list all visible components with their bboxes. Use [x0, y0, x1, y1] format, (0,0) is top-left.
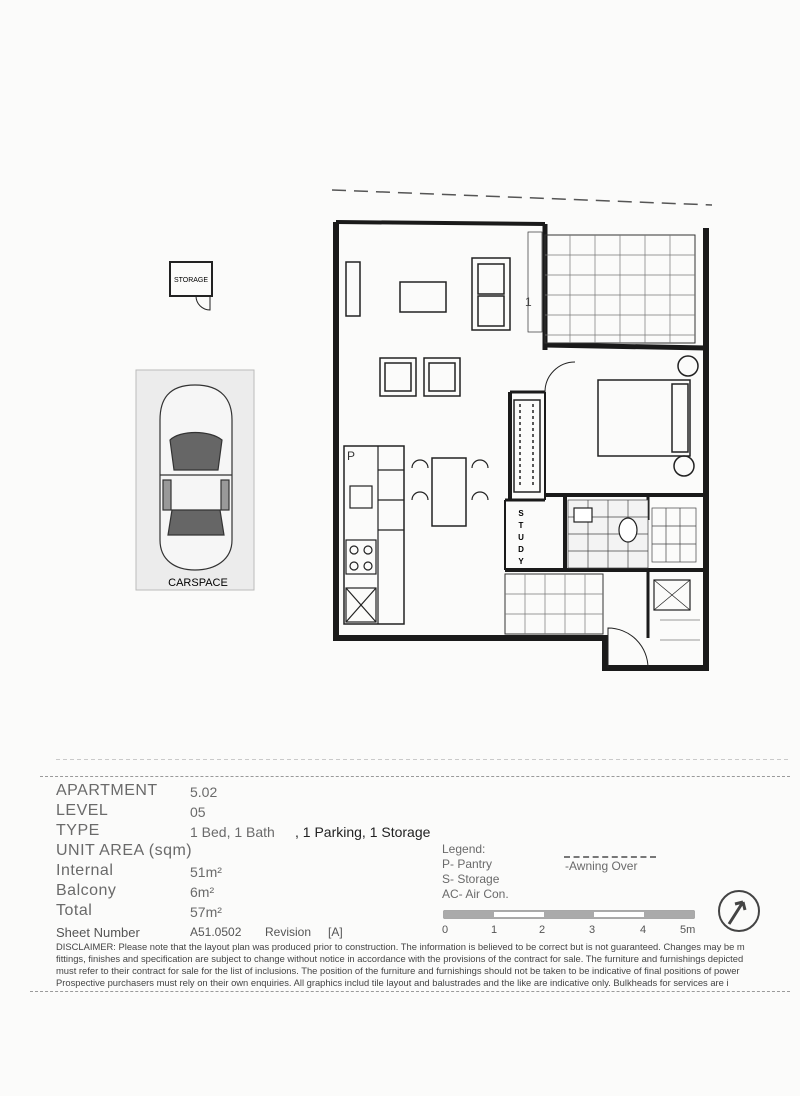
study-letter-u: U	[518, 533, 524, 542]
scale-tick-4: 4	[640, 924, 647, 936]
dining-furniture	[412, 458, 488, 526]
type-value-a: 1 Bed, 1 Bath	[190, 824, 275, 840]
balcony-mark: 1	[525, 295, 532, 309]
apartment-label: APARTMENT	[56, 782, 158, 799]
sheet-number-value: A51.0502	[190, 925, 242, 939]
study-letter-d: D	[518, 545, 524, 554]
study-letter-s: S	[518, 509, 524, 518]
study-letter-y: Y	[518, 557, 524, 566]
disclaimer-line-1: DISCLAIMER: Please note that the layout plan was produced prior to construction. The information is believed to be correct but is not guaranteed. Changes may be m	[56, 941, 745, 952]
sheet-number-label: Sheet Number	[56, 925, 140, 940]
scale-bar	[440, 908, 710, 922]
apartment-value: 5.02	[190, 784, 218, 800]
legend-awning: -Awning Over	[565, 859, 638, 873]
balcony-value: 6m²	[190, 884, 215, 900]
study	[518, 509, 524, 566]
carspace-label: CARSPACE	[168, 577, 228, 589]
living-furniture	[346, 258, 510, 396]
storage-label: STORAGE	[173, 277, 209, 284]
awning-line	[332, 190, 712, 205]
info-rule	[40, 776, 790, 777]
legend-title: Legend:	[442, 842, 486, 856]
scale-tick-5: 5m	[680, 924, 696, 936]
bedroom-furniture	[514, 356, 698, 492]
kitchen	[344, 446, 404, 624]
total-value: 57m²	[190, 904, 222, 920]
scale-tick-2: 2	[539, 924, 546, 936]
scale-tick-0: 0	[442, 924, 449, 936]
study-letter-t: T	[518, 521, 524, 530]
internal-value: 51m²	[190, 864, 222, 880]
internal-label: Internal	[56, 862, 114, 879]
level-value: 05	[190, 804, 206, 820]
car-icon	[160, 385, 232, 570]
balcony-tiles	[528, 232, 695, 343]
total-label: Total	[56, 902, 93, 919]
revision-label: Revision	[265, 925, 312, 939]
carspace	[136, 370, 254, 590]
level-label: LEVEL	[56, 802, 109, 819]
disclaimer-line-4: Prospective purchasers must rely on their own enquiries. All graphics includ tile layout and balustrades and the like are indicative only. Bulkheads for services are i	[56, 977, 729, 988]
bathroom	[568, 500, 696, 568]
scale-tick-3: 3	[589, 924, 596, 936]
pantry-mark: P	[347, 449, 356, 463]
type-value-b: , 1 Parking, 1 Storage	[295, 824, 431, 840]
revision-value: [A]	[328, 925, 343, 939]
disclaimer-line-3: must refer to their contract for sale for the list of inclusions. The position of the furniture and furnishings should not be taken to be indicative of final positions of power	[56, 965, 740, 976]
legend-pantry: P- Pantry	[442, 857, 493, 871]
bottom-rule	[30, 991, 790, 992]
awning-legend-line	[564, 856, 656, 858]
apartment-walls	[336, 222, 706, 668]
unit-area-label: UNIT AREA (sqm)	[56, 842, 193, 859]
legend-storage: S- Storage	[442, 872, 500, 886]
balcony-label: Balcony	[56, 882, 117, 899]
legend-aircon: AC- Air Con.	[442, 887, 509, 901]
scale-tick-1: 1	[491, 924, 498, 936]
north-arrow-icon	[716, 888, 762, 934]
disclaimer-line-2: fittings, finishes and specification are subject to change without notice in accordance with the provisions of the contract for sale. The furniture and furnishings depicted	[56, 953, 744, 964]
storage-cage	[170, 262, 212, 310]
type-label: TYPE	[56, 822, 100, 839]
